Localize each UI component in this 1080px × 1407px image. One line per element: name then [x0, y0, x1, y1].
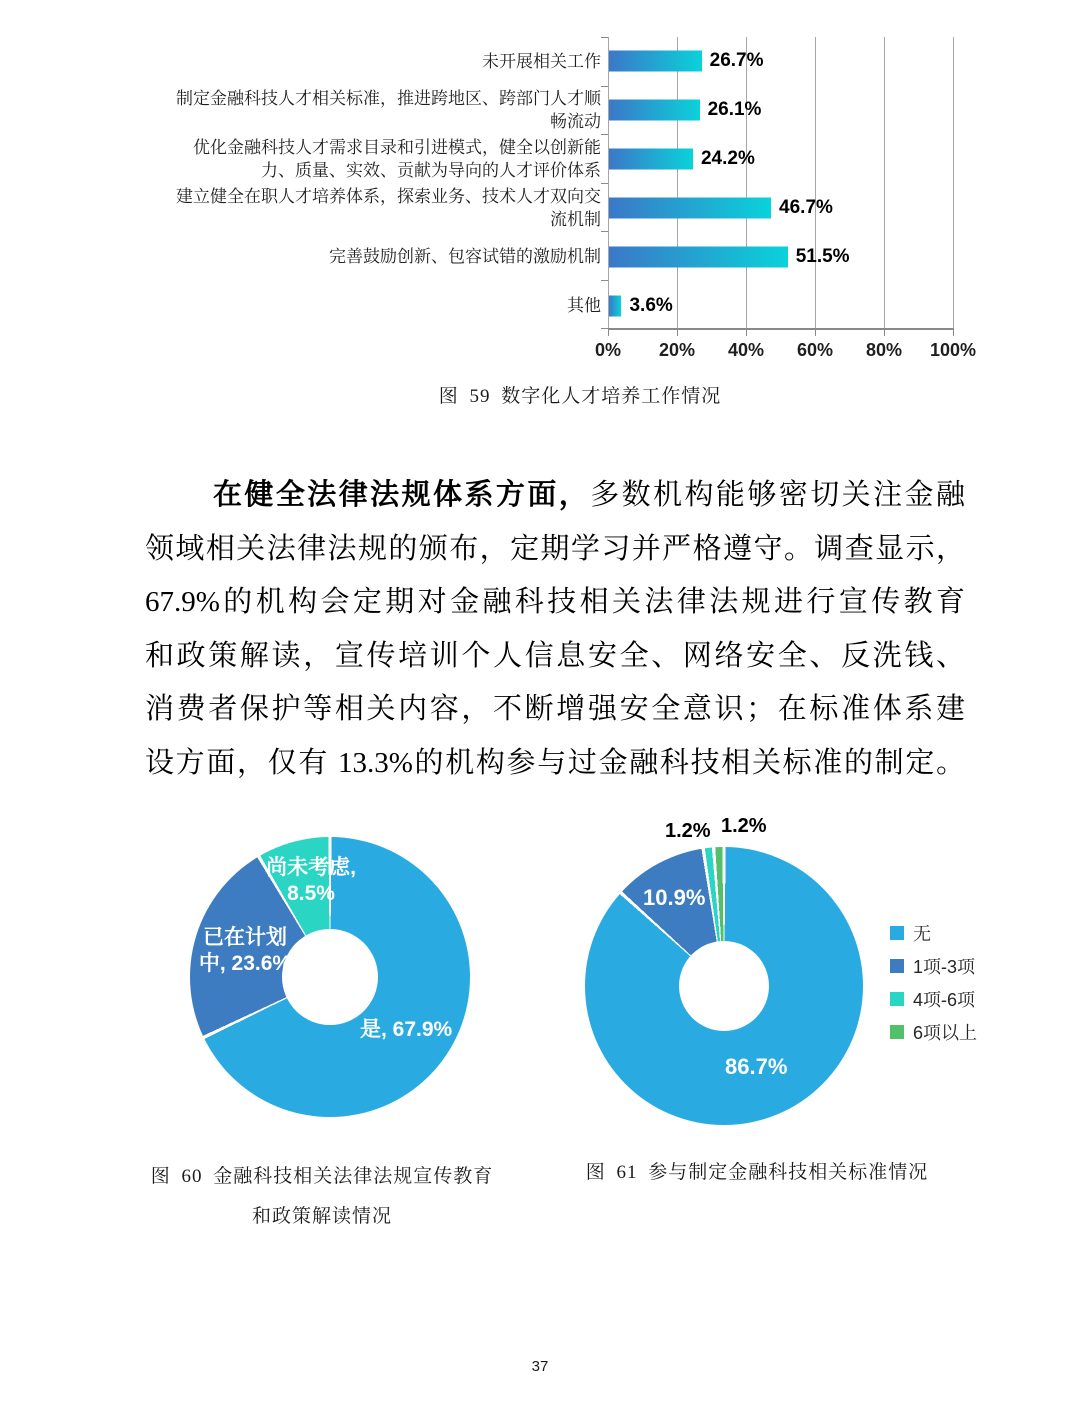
bar-chart-x-axis	[594, 340, 977, 364]
bar-track	[608, 281, 955, 330]
figure-60-caption-line1: 图 60 金融科技相关法律法规宣传教育	[150, 1166, 494, 1187]
bar	[609, 100, 700, 121]
slice-label-consider	[245, 855, 377, 907]
legend-swatch-four-six	[890, 992, 904, 1006]
slice-label-four-six-items: 1.2%	[665, 820, 711, 842]
legend-label-none: 无	[913, 923, 931, 944]
figure-60-caption	[148, 1157, 496, 1237]
slice-label-planned	[196, 925, 294, 977]
paragraph-line-3: 67.9%的机构会定期对金融科技相关法律法规进行宣传教育	[145, 586, 965, 619]
bar-row	[170, 183, 960, 232]
donut-chart-fig61-wrap	[585, 815, 863, 1125]
bar-value-label: 51.5%	[795, 245, 850, 267]
slice-label-consider-line1: 尚未考虑,	[266, 856, 356, 879]
bar-track	[608, 37, 955, 86]
slice-label-yes: 是, 67.9%	[360, 1018, 453, 1041]
bar	[609, 51, 702, 72]
figure-61-caption: 图 61 参与制定金融科技相关标准情况	[585, 1162, 929, 1183]
bar-row	[170, 135, 960, 184]
bar-row	[170, 232, 960, 281]
bar-value-label: 46.7%	[779, 196, 833, 218]
x-tick-label: 40%	[727, 340, 765, 360]
bar-track	[608, 86, 955, 135]
donut-hole	[282, 929, 378, 1025]
donut-chart-fig60	[190, 837, 470, 1117]
bar	[609, 149, 693, 170]
slice-label-consider-line2: 8.5%	[287, 882, 335, 905]
bar-value-label: 3.6%	[629, 294, 673, 316]
bar-track	[608, 183, 955, 232]
bar-category-label: 其他	[567, 296, 601, 316]
legend-swatch-none	[890, 926, 904, 940]
paragraph-line-4: 和政策解读，宣传培训个人信息安全、网络安全、反洗钱、	[145, 639, 965, 672]
donut-hole	[679, 941, 769, 1031]
legend-label-six-plus: 6项以上	[913, 1022, 978, 1043]
bar	[609, 295, 621, 316]
legend-item-one-three	[890, 949, 977, 982]
figure-59-caption: 图 59 数字化人才培养工作情况	[438, 386, 722, 407]
legend-item-four-six	[890, 982, 977, 1015]
bar-value-label: 26.1%	[707, 99, 762, 121]
legend-label-one-three: 1项-3项	[913, 956, 976, 977]
slice-label-six-plus-items: 1.2%	[721, 815, 767, 837]
bar-row	[170, 281, 960, 330]
figure-60-caption-line2: 和政策解读情况	[251, 1206, 392, 1227]
body-paragraph	[145, 469, 965, 791]
paragraph-line-2: 领域相关法律法规的颁布，定期学习并严格遵守。调查显示，	[145, 532, 965, 565]
paragraph-line-5: 消费者保护等相关内容，不断增强安全意识；在标准体系建	[145, 693, 965, 726]
x-tick-label: 80%	[865, 340, 903, 360]
paragraph-line-6: 设方面，仅有 13.3%的机构参与过金融科技相关标准的制定。	[145, 746, 965, 779]
legend-item-none	[890, 916, 977, 949]
bar-value-label: 24.2%	[700, 148, 755, 170]
bar-chart-rows	[170, 37, 960, 330]
legend-swatch-one-three	[890, 959, 904, 973]
bar-category-label: 未开展相关工作	[482, 51, 601, 71]
slice-label-planned-line1: 已在计划	[203, 926, 287, 949]
bar-value-label: 26.7%	[709, 50, 764, 72]
slice-label-one-three-items: 10.9%	[643, 885, 706, 910]
bar-track	[608, 232, 955, 281]
bar-category-label: 完善鼓励创新、包容试错的激励机制	[329, 247, 601, 267]
paragraph-line-1	[145, 469, 965, 523]
slice-label-none: 86.7%	[725, 1054, 788, 1079]
x-tick-label: 20%	[658, 340, 696, 360]
fig61-legend	[890, 916, 977, 1048]
donut-chart-fig60-wrap	[190, 837, 470, 1117]
bar-category-label: 建立健全在职人才培养体系，探索业务、技术人才双向交流机制	[176, 186, 601, 229]
legend-item-six-plus	[890, 1015, 977, 1048]
x-tick-label: 0%	[594, 340, 622, 360]
slice-label-planned-line2: 中, 23.6%	[198, 952, 292, 975]
x-tick-label: 100%	[929, 340, 977, 360]
legend-label-four-six: 4项-6项	[913, 989, 976, 1010]
legend-swatch-six-plus	[890, 1025, 904, 1039]
donut-chart-fig61	[585, 847, 863, 1125]
bar-track	[608, 135, 955, 184]
bar-row	[170, 37, 960, 86]
page-number: 37	[531, 1358, 549, 1375]
bar	[609, 197, 771, 218]
bar-row	[170, 86, 960, 135]
bar-category-label: 制定金融科技人才相关标准，推进跨地区、跨部门人才顺畅流动	[176, 89, 601, 132]
paragraph-line-1-rest: 多数机构能够密切关注金融	[590, 479, 965, 511]
bar-chart-fig59	[170, 37, 977, 367]
bar	[609, 246, 788, 267]
x-tick-label: 60%	[796, 340, 834, 360]
bar-category-label: 优化金融科技人才需求目录和引进模式，健全以创新能力、质量、实效、贡献为导向的人才评价体系	[193, 138, 601, 181]
paragraph-lead-bold: 在健全法律法规体系方面，	[213, 479, 591, 511]
